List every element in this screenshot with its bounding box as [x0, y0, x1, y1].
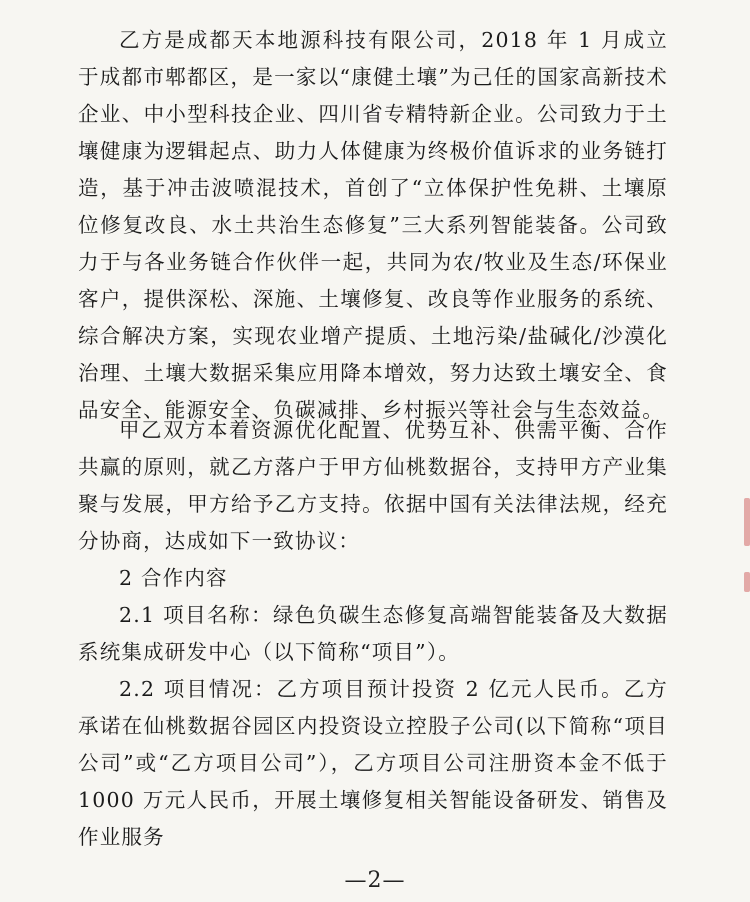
- company-intro-paragraph: 乙方是成都天本地源科技有限公司，2018 年 1 月成立于成都市郫都区，是一家以“康健土壤”为己任的国家高新技术企业、中小型科技企业、四川省专精特新企业。公司致力于土壤健康为逻辑起点、助力人体健康为终极价值诉求的业务链打造，基于冲击波喷混技术，首创了“立体保护性免耕、土壤原位修复改良、水土共治生态修复”三大系列智能装备。公司致力于与各业务链合作伙伴一起，共同为农/牧业及生态/环保业客户，提供深松、深施、土壤修复、改良等作业服务的系统、综合解决方案，实现农业增产提质、土地污染/盐碱化/沙漠化治理、土壤大数据采集应用降本增效，努力达致土壤安全、食品安全、能源安全、负碳减排、乡村振兴等社会与生态效益。: [78, 28, 668, 422]
- cooperation-principle-paragraph: 甲乙双方本着资源优化配置、优势互补、供需平衡、合作共赢的原则，就乙方落户于甲方仙桃数据谷，支持甲方产业集聚与发展，甲方给予乙方支持。依据中国有关法律法规，经充分协商，达成如下一致协议：: [78, 418, 668, 553]
- item-2-2-project-situation: 2.2 项目情况：乙方项目预计投资 2 亿元人民币。乙方承诺在仙桃数据谷园区内投资设立控股子公司(以下简称“项目公司”或“乙方项目公司”），乙方项目公司注册资本金不低于 1000 万元人民币，开展土壤修复相关智能设备研发、销售及作业服务: [78, 677, 668, 849]
- item-2-1-project-name: 2.1 项目名称：绿色负碳生态修复高端智能装备及大数据系统集成研发中心（以下简称“项目”）。: [78, 603, 668, 664]
- page-number: —2—: [344, 868, 406, 893]
- seal-edge-mark: [744, 572, 750, 592]
- seal-edge-mark: [744, 498, 750, 546]
- section-heading-cooperation-content: 2 合作内容: [119, 566, 228, 590]
